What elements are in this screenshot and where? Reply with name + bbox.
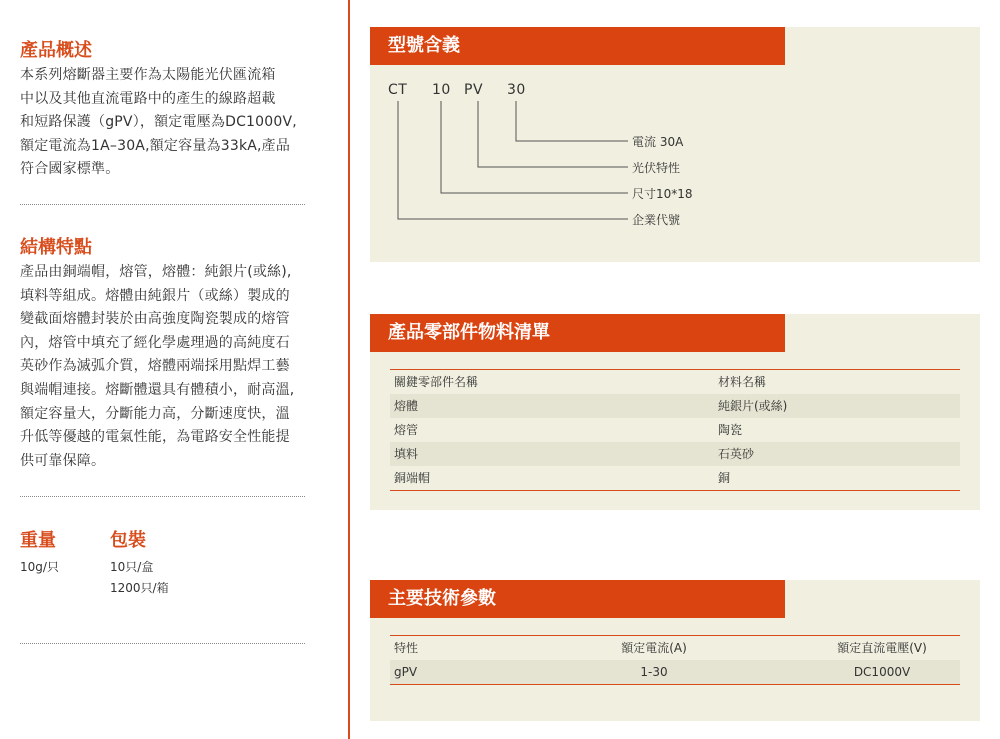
model-label-current: 電流 30A: [632, 135, 684, 149]
table-row: [390, 394, 960, 418]
params-current-text: 1-30: [640, 665, 668, 679]
intro-line: 額定電流為1A–30A,額定容量為33kA,產品: [20, 137, 291, 154]
model-title: 型號含義: [370, 27, 785, 65]
structure-line: 升低等優越的電氣性能，為電路安全性能提: [20, 429, 290, 446]
packaging-box: 10只/盒: [110, 560, 154, 574]
bom-header-material: 材料名稱: [718, 375, 767, 389]
table-row: [390, 442, 960, 466]
bom-material: 石英砂: [718, 447, 755, 461]
model-label-company: 企業代號: [632, 213, 681, 227]
vertical-divider: [348, 0, 350, 739]
structure-line: 與端帽連接。熔斷體還具有體積小，耐高溫,: [20, 381, 295, 398]
intro-line: 本系列熔斷器主要作為太陽能光伏匯流箱: [20, 67, 276, 83]
bom-material: 銅: [718, 471, 731, 485]
bom-table: [390, 369, 960, 491]
intro-line: 和短路保護（gPV），額定電壓為DC1000V,: [20, 114, 297, 131]
table-row: [390, 660, 960, 684]
intro-text: [20, 64, 318, 182]
table-row: [390, 466, 960, 490]
model-label-type: 光伏特性: [632, 161, 681, 175]
structure-line: 填料等組成。熔體由純銀片（或絲）製成的: [20, 287, 290, 304]
divider: [20, 204, 305, 205]
connector-company: [398, 101, 628, 219]
params-title: 主要技術參數: [370, 580, 785, 618]
bom-header-part: 關鍵零部件名稱: [394, 375, 479, 389]
divider: [20, 496, 305, 497]
connector-current: [516, 101, 628, 141]
model-code-current: 30: [507, 82, 526, 98]
params-header-current-text: 額定電流(A): [621, 641, 687, 655]
bom-panel: [370, 314, 980, 510]
bom-part: 填料: [394, 447, 419, 461]
bom-header-row: [390, 370, 960, 394]
intro-title: 產品概述: [20, 40, 92, 61]
model-label-size: 尺寸10*18: [632, 187, 693, 201]
connector-size: [441, 101, 628, 193]
model-code-type: PV: [464, 82, 484, 98]
connector-type: [478, 101, 628, 167]
weight-value: 10g/只: [20, 560, 59, 574]
structure-line: 額定容量大，分斷能力高，分斷速度快，溫: [20, 405, 290, 422]
model-code-company: CT: [388, 82, 408, 98]
params-header-property: 特性: [394, 641, 419, 655]
model-panel: [370, 27, 980, 262]
params-table: [390, 635, 960, 685]
structure-line: 供可靠保障。: [20, 452, 106, 469]
left-column: [0, 0, 330, 739]
bom-material: 純銀片(或絲): [718, 399, 788, 413]
structure-line: 英砂作為滅弧介質，熔體兩端採用點焊工藝: [20, 358, 290, 375]
params-header-row: [390, 636, 960, 660]
divider: [20, 643, 305, 644]
intro-line: 中以及其他直流電路中的產生的線路超載: [20, 90, 276, 107]
packaging-title: 包裝: [110, 530, 146, 551]
bom-title: 產品零部件物料清單: [370, 314, 785, 352]
model-code-size: 10: [432, 82, 451, 98]
params-panel: [370, 580, 980, 721]
params-header-voltage-text: 額定直流電壓(V): [837, 641, 927, 655]
bom-part: 熔體: [394, 399, 419, 413]
structure-line: 變截面熔體封裝於由高強度陶瓷製成的熔管: [20, 311, 290, 328]
structure-line: 產品由銅端帽，熔管，熔體：純銀片(或絲),: [20, 264, 292, 280]
params-voltage-text: DC1000V: [853, 665, 911, 679]
params-property: gPV: [394, 665, 418, 679]
packaging-carton: 1200只/箱: [110, 581, 169, 595]
table-row: [390, 418, 960, 442]
structure-line: 內，熔管中填充了經化學處理過的高純度石: [20, 334, 290, 351]
structure-title: 結構特點: [20, 237, 92, 258]
intro-line: 符合國家標準。: [20, 161, 120, 178]
bom-part: 熔管: [394, 423, 419, 437]
bom-part: 銅端帽: [394, 471, 431, 485]
weight-title: 重量: [20, 530, 56, 551]
bom-material: 陶瓷: [718, 423, 743, 437]
structure-text: [20, 261, 318, 473]
